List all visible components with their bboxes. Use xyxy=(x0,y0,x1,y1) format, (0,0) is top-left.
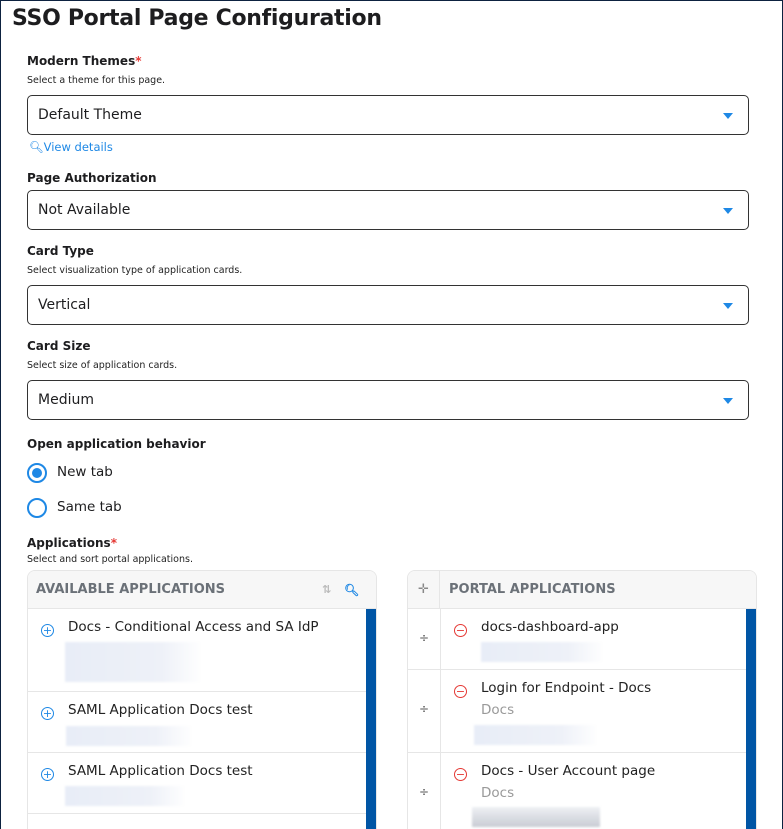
radio-same-tab[interactable] xyxy=(27,498,47,518)
drag-handle-icon[interactable]: ÷ xyxy=(418,785,430,799)
applications-desc: Select and sort portal applications. xyxy=(27,554,193,565)
themes-label xyxy=(27,54,142,68)
caret-down-icon xyxy=(723,208,733,214)
required-marker: * xyxy=(135,54,142,68)
search-icon[interactable]: 🔍︎ xyxy=(344,583,360,597)
card-size-label: Card Size xyxy=(27,339,91,353)
app-title: Login for Endpoint - Docs xyxy=(481,680,652,696)
card-type-label: Card Type xyxy=(27,244,94,258)
applications-label xyxy=(27,536,117,550)
available-header xyxy=(28,571,376,609)
card-size-value: Medium xyxy=(38,392,94,408)
available-header-title: AVAILABLE APPLICATIONS xyxy=(36,582,226,597)
drag-handle-icon[interactable]: ÷ xyxy=(418,702,430,716)
add-icon[interactable]: + xyxy=(42,768,53,781)
remove-icon[interactable]: − xyxy=(455,624,466,637)
themes-label-text: Modern Themes xyxy=(27,54,136,68)
radio-new-tab[interactable] xyxy=(27,463,47,483)
add-icon[interactable]: + xyxy=(42,624,53,637)
app-title: SAML Application Docs test xyxy=(68,763,253,779)
redacted-text xyxy=(65,786,187,806)
add-icon[interactable]: + xyxy=(42,707,53,720)
card-size-select[interactable] xyxy=(27,380,749,420)
redacted-text xyxy=(474,725,599,745)
card-size-desc: Select size of application cards. xyxy=(27,360,178,371)
redacted-text xyxy=(472,807,600,827)
page-title: SSO Portal Page Configuration xyxy=(12,6,382,31)
themes-desc: Select a theme for this page. xyxy=(27,75,166,86)
move-icon: ✛ xyxy=(408,571,440,609)
themes-value: Default Theme xyxy=(38,107,142,123)
redacted-text xyxy=(65,642,203,682)
redacted-text xyxy=(481,642,605,662)
card-type-value: Vertical xyxy=(38,297,91,313)
list-item[interactable] xyxy=(408,753,746,829)
list-item[interactable] xyxy=(28,753,366,814)
portal-applications-panel xyxy=(407,570,757,829)
search-icon: 🔍︎ xyxy=(29,140,44,154)
themes-select[interactable] xyxy=(27,95,749,135)
app-title: Docs - Conditional Access and SA IdP xyxy=(68,619,319,635)
app-subtitle: Docs xyxy=(481,785,515,801)
scrollbar[interactable] xyxy=(366,609,376,829)
required-marker: * xyxy=(110,536,117,550)
redacted-text xyxy=(66,726,194,746)
view-details-link[interactable] xyxy=(29,140,113,154)
drag-handle-icon[interactable]: ÷ xyxy=(418,631,430,645)
list-item[interactable] xyxy=(28,609,366,692)
view-details-text: View details xyxy=(43,140,113,154)
app-title: SAML Application Docs test xyxy=(68,702,253,718)
list-item[interactable] xyxy=(28,692,366,753)
applications-label-text: Applications xyxy=(27,536,111,550)
app-subtitle: Docs xyxy=(481,702,515,718)
caret-down-icon xyxy=(723,398,733,404)
caret-down-icon xyxy=(723,303,733,309)
authorization-label: Page Authorization xyxy=(27,171,157,185)
card-type-desc: Select visualization type of application cards. xyxy=(27,265,243,276)
card-type-select[interactable] xyxy=(27,285,749,325)
behavior-label: Open application behavior xyxy=(27,437,206,451)
available-applications-panel xyxy=(27,570,377,829)
scrollbar[interactable] xyxy=(746,609,756,829)
remove-icon[interactable]: − xyxy=(455,768,466,781)
app-title: docs-dashboard-app xyxy=(481,619,619,635)
sort-icon[interactable]: ⇅ xyxy=(322,583,332,596)
authorization-select[interactable] xyxy=(27,190,749,230)
caret-down-icon xyxy=(723,113,733,119)
portal-header xyxy=(408,571,756,609)
radio-new-tab-label[interactable]: New tab xyxy=(57,464,113,480)
radio-same-tab-label[interactable]: Same tab xyxy=(57,499,122,515)
app-title: Docs - User Account page xyxy=(481,763,656,779)
portal-header-title: PORTAL APPLICATIONS xyxy=(449,582,616,597)
list-item[interactable] xyxy=(408,609,746,670)
list-item[interactable] xyxy=(408,670,746,753)
remove-icon[interactable]: − xyxy=(455,685,466,698)
authorization-value: Not Available xyxy=(38,202,131,218)
